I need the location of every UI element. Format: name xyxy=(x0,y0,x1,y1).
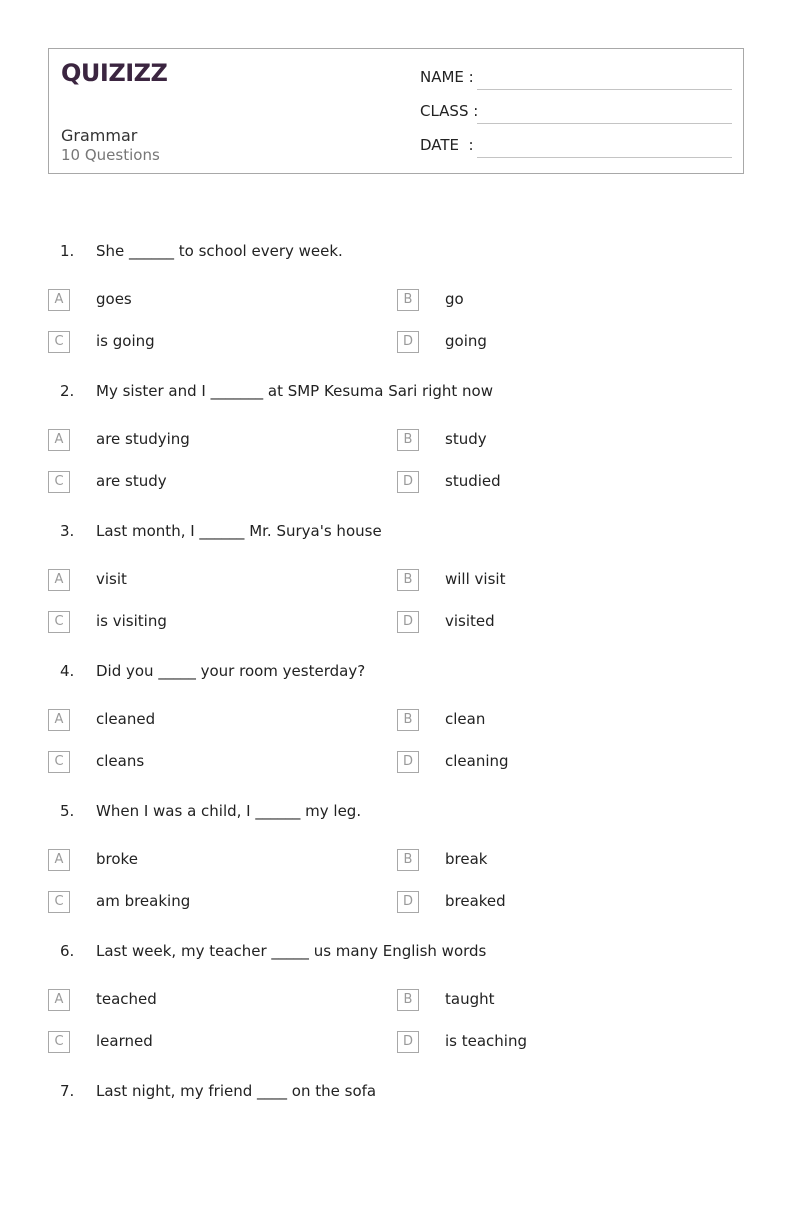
option-letter-box[interactable]: A xyxy=(48,989,70,1011)
option-letter-box[interactable]: A xyxy=(48,569,70,591)
option-letter-box[interactable]: D xyxy=(397,331,419,353)
question-number: 3. xyxy=(60,522,75,540)
question-number: 5. xyxy=(60,802,75,820)
option-text: broke xyxy=(96,850,138,868)
option-text: is teaching xyxy=(445,1032,528,1050)
question-item xyxy=(0,802,794,942)
question-text: When I was a child, I ______ my leg. xyxy=(96,802,362,820)
question-text: Last week, my teacher _____ us many English words xyxy=(96,942,487,960)
quizizz-logo: QUIZIZZ xyxy=(61,59,168,87)
option-letter-box[interactable]: D xyxy=(397,751,419,773)
option-letter-box[interactable]: C xyxy=(48,471,70,493)
option-text: go xyxy=(445,290,464,308)
question-item xyxy=(0,522,794,662)
option-text: clean xyxy=(445,710,486,728)
name-label: NAME : xyxy=(420,68,474,86)
date-label: DATE : xyxy=(420,136,474,154)
date-line xyxy=(477,157,732,158)
option-letter-box[interactable]: A xyxy=(48,429,70,451)
option-letter-box[interactable]: C xyxy=(48,611,70,633)
option-letter-box[interactable]: D xyxy=(397,891,419,913)
option-text: visit xyxy=(96,570,127,588)
option-text: cleaning xyxy=(445,752,509,770)
option-text: cleans xyxy=(96,752,145,770)
worksheet-title: Grammar xyxy=(61,126,138,145)
option-text: teached xyxy=(96,990,157,1008)
option-letter-box[interactable]: B xyxy=(397,289,419,311)
option-letter-box[interactable]: B xyxy=(397,989,419,1011)
option-letter-box[interactable]: B xyxy=(397,849,419,871)
question-number: 4. xyxy=(60,662,75,680)
option-text: breaked xyxy=(445,892,506,910)
option-letter-box[interactable]: D xyxy=(397,611,419,633)
option-text: taught xyxy=(445,990,495,1008)
question-item xyxy=(0,942,794,1082)
option-text: goes xyxy=(96,290,132,308)
option-text: is going xyxy=(96,332,155,350)
question-text: She ______ to school every week. xyxy=(96,242,343,260)
name-line xyxy=(477,89,732,90)
option-letter-box[interactable]: C xyxy=(48,1031,70,1053)
option-text: are studying xyxy=(96,430,190,448)
option-letter-box[interactable]: C xyxy=(48,751,70,773)
question-number: 2. xyxy=(60,382,75,400)
question-number: 7. xyxy=(60,1082,75,1100)
option-letter-box[interactable]: A xyxy=(48,849,70,871)
option-text: learned xyxy=(96,1032,153,1050)
option-letter-box[interactable]: B xyxy=(397,429,419,451)
option-letter-box[interactable]: B xyxy=(397,569,419,591)
option-letter-box[interactable]: C xyxy=(48,331,70,353)
worksheet-header xyxy=(48,48,744,174)
option-text: going xyxy=(445,332,487,350)
question-text: Last month, I ______ Mr. Surya's house xyxy=(96,522,382,540)
option-text: studied xyxy=(445,472,501,490)
option-text: is visiting xyxy=(96,612,167,630)
class-line xyxy=(477,123,732,124)
question-text: Last night, my friend ____ on the sofa xyxy=(96,1082,377,1100)
question-item xyxy=(0,242,794,382)
option-text: visited xyxy=(445,612,495,630)
question-text: Did you _____ your room yesterday? xyxy=(96,662,366,680)
option-letter-box[interactable]: A xyxy=(48,709,70,731)
question-item xyxy=(0,1082,794,1222)
option-text: study xyxy=(445,430,487,448)
option-text: are study xyxy=(96,472,167,490)
question-count: 10 Questions xyxy=(61,146,160,164)
option-text: will visit xyxy=(445,570,506,588)
option-text: am breaking xyxy=(96,892,191,910)
question-item xyxy=(0,382,794,522)
option-text: break xyxy=(445,850,488,868)
question-number: 6. xyxy=(60,942,75,960)
option-text: cleaned xyxy=(96,710,156,728)
question-number: 1. xyxy=(60,242,75,260)
question-text: My sister and I _______ at SMP Kesuma Sari right now xyxy=(96,382,493,400)
class-label: CLASS : xyxy=(420,102,479,120)
option-letter-box[interactable]: B xyxy=(397,709,419,731)
option-letter-box[interactable]: D xyxy=(397,1031,419,1053)
question-item xyxy=(0,662,794,802)
option-letter-box[interactable]: A xyxy=(48,289,70,311)
option-letter-box[interactable]: D xyxy=(397,471,419,493)
option-letter-box[interactable]: C xyxy=(48,891,70,913)
